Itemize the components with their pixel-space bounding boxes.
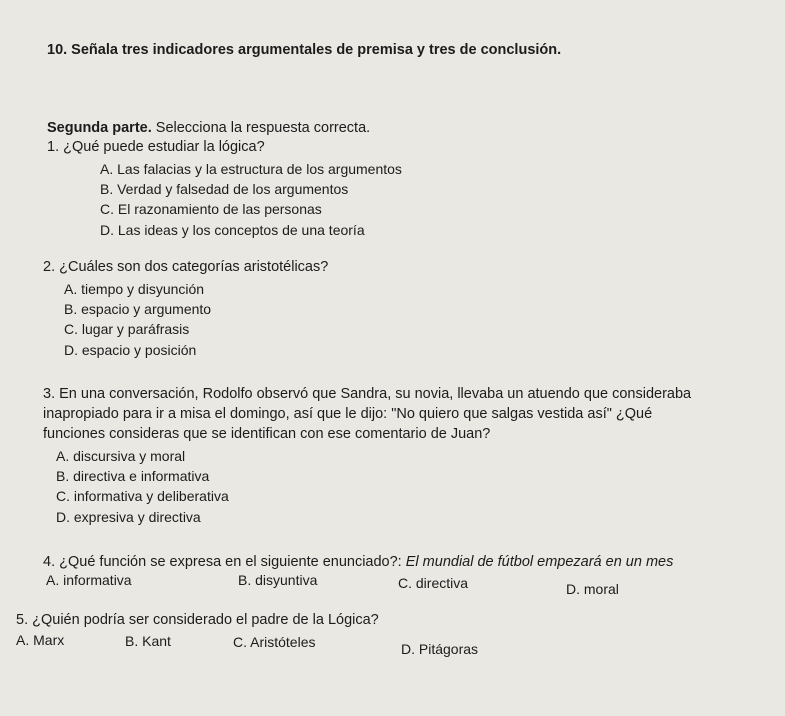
question-1-option-a[interactable]: A. Las falacias y la estructura de los argumentos [100,161,402,177]
question-4-statement: El mundial de fútbol empezará en un mes [405,554,674,570]
question-5-option-d[interactable]: D. Pitágoras [401,641,479,657]
section-heading [47,119,370,137]
question-3-option-b[interactable]: B. directiva e informativa [56,468,210,484]
question-2-option-c[interactable]: C. lugar y paráfrasis [64,321,190,337]
section-instruction: Selecciona la respuesta correcta. [151,120,371,136]
question-3-line-2: inapropiado para ir a misa el domingo, así que le dijo: "No quiero que salgas vestida así" ¿Qué [43,406,653,422]
question-4-option-b[interactable]: B. disyuntiva [238,572,318,588]
question-2-text: 2. ¿Cuáles son dos categorías aristotélicas? [43,259,329,275]
question-2-option-b[interactable]: B. espacio y argumento [64,301,212,317]
question-3-option-a[interactable]: A. discursiva y moral [56,448,186,464]
question-3-line-1: 3. En una conversación, Rodolfo observó que Sandra, su novia, llevaba un atuendo que consideraba [43,386,692,402]
question-10-text: 10. Señala tres indicadores argumentales de premisa y tres de conclusión. [47,42,562,58]
question-1-option-d[interactable]: D. Las ideas y los conceptos de una teoría [100,222,365,238]
question-3-option-c[interactable]: C. informativa y deliberativa [56,488,229,504]
question-2-option-a[interactable]: A. tiempo y disyunción [64,281,205,297]
question-5-text: 5. ¿Quién podría ser considerado el padre de la Lógica? [16,612,379,628]
question-1-option-c[interactable]: C. El razonamiento de las personas [100,201,322,217]
question-4-option-d[interactable]: D. moral [566,581,619,597]
question-5-option-c[interactable]: C. Aristóteles [233,634,316,650]
question-5-option-a[interactable]: A. Marx [16,632,65,648]
question-3-line-3: funciones consideras que se identifican con ese comentario de Juan? [43,426,491,442]
question-4-option-a[interactable]: A. informativa [46,572,132,588]
question-4-option-c[interactable]: C. directiva [398,575,469,591]
question-4-text [43,553,673,571]
question-5-option-b[interactable]: B. Kant [125,633,171,649]
question-1-text: 1. ¿Qué puede estudiar la lógica? [47,139,265,155]
section-title: Segunda parte. [47,120,152,136]
question-2-option-d[interactable]: D. espacio y posición [64,342,197,358]
question-3-option-d[interactable]: D. expresiva y directiva [56,509,201,525]
question-4-prompt: 4. ¿Qué función se expresa en el siguiente enunciado?: [43,554,406,570]
question-1-option-b[interactable]: B. Verdad y falsedad de los argumentos [100,181,349,197]
